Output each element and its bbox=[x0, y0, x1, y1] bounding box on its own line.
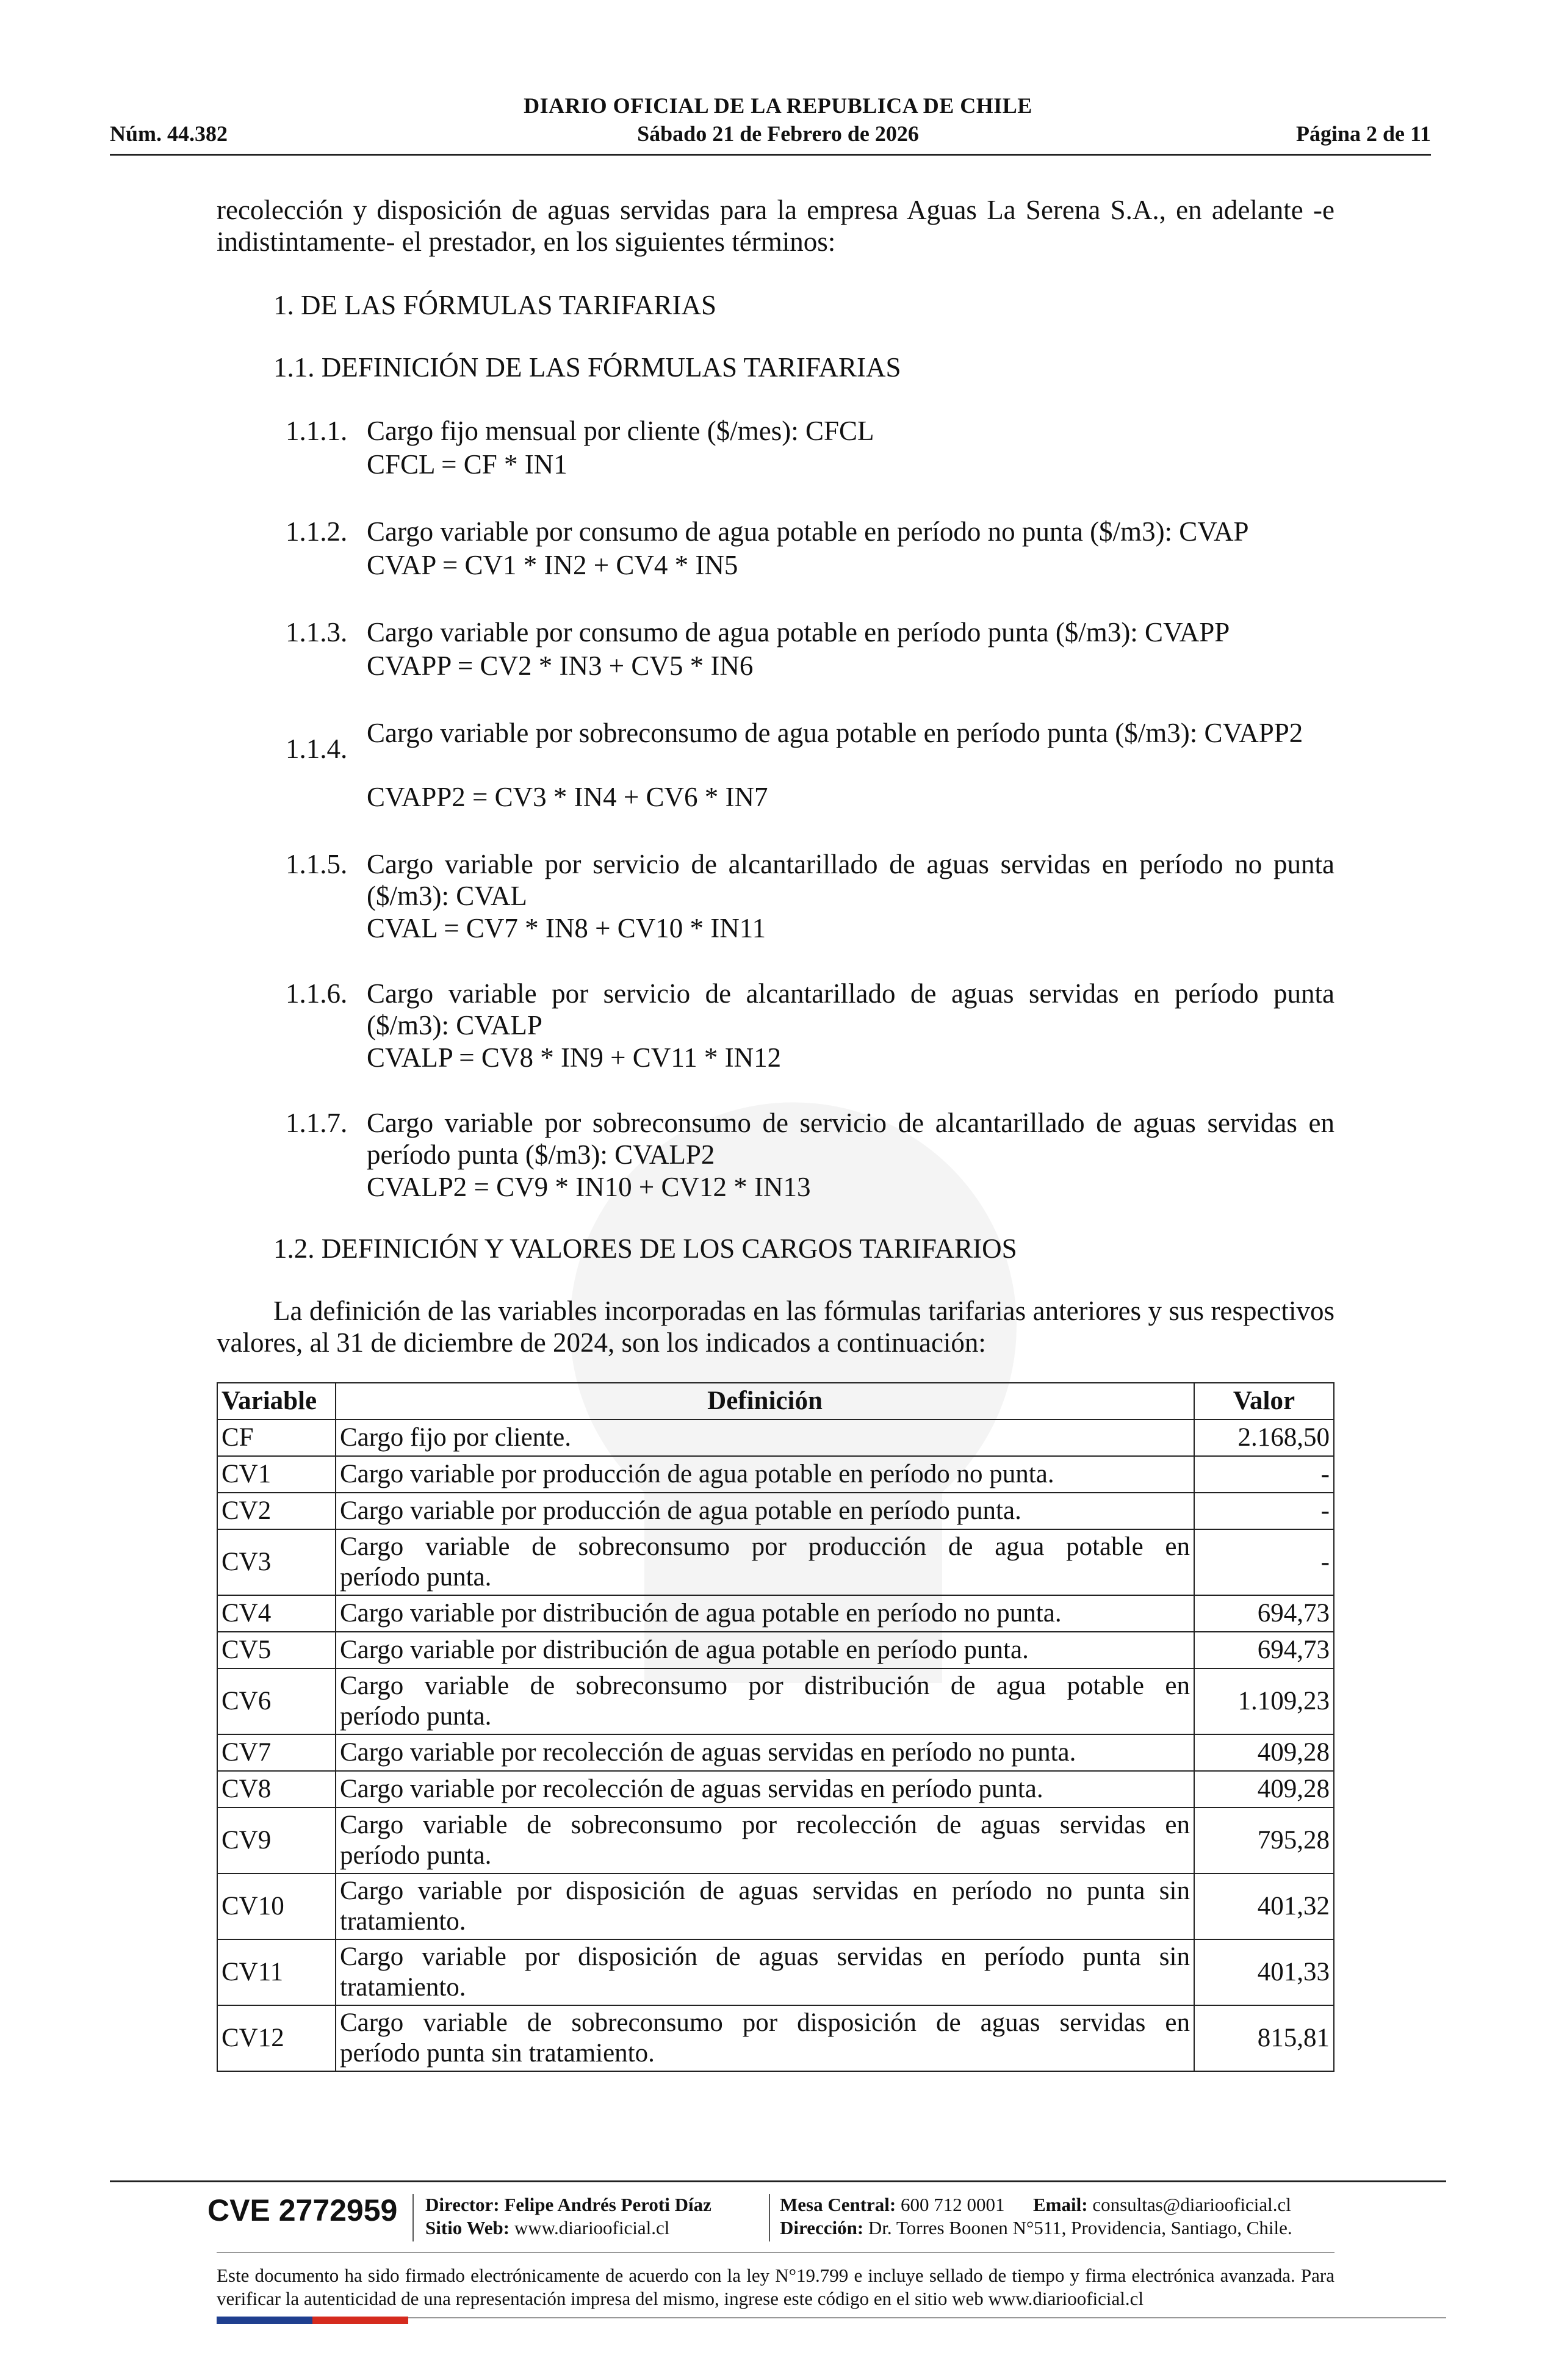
value-cell: 409,28 bbox=[1194, 1734, 1334, 1771]
item-formula: CVALP2 = CV9 * IN10 + CV12 * IN13 bbox=[367, 1172, 811, 1202]
website-link[interactable]: www.diariooficial.cl bbox=[514, 2217, 670, 2238]
section-heading-1-2: 1.2. DEFINICIÓN Y VALORES DE LOS CARGOS TARIFARIOS bbox=[273, 1233, 1017, 1264]
value-cell: - bbox=[1194, 1529, 1334, 1595]
footer-divider bbox=[110, 2180, 1446, 2182]
definition-line: Cargo variable de sobreconsumo por recolección de aguas servidas en bbox=[340, 1811, 1190, 1839]
item-number: 1.1.7. bbox=[286, 1108, 348, 1138]
address-line bbox=[780, 2217, 1292, 2239]
item-description: Cargo fijo mensual por cliente ($/mes): CFCL bbox=[367, 416, 874, 446]
item-formula: CVALP = CV8 * IN9 + CV11 * IN12 bbox=[367, 1042, 782, 1073]
email-label: Email: bbox=[1033, 2194, 1088, 2215]
definition-cell: Cargo variable por producción de agua potable en período no punta. bbox=[336, 1456, 1194, 1493]
item-description: Cargo variable por consumo de agua potable en período no punta ($/m3): CVAP bbox=[367, 516, 1249, 547]
table-row bbox=[217, 2005, 1334, 2071]
table-row bbox=[217, 1939, 1334, 2005]
column-header-definition: Definición bbox=[336, 1383, 1194, 1419]
website-line bbox=[425, 2217, 669, 2239]
value-cell: 694,73 bbox=[1194, 1595, 1334, 1632]
issue-number: Núm. 44.382 bbox=[110, 121, 228, 146]
item-formula: CFCL = CF * IN1 bbox=[367, 449, 567, 480]
column-header-value: Valor bbox=[1194, 1383, 1334, 1419]
definition-cell: Cargo variable por distribución de agua potable en período punta. bbox=[336, 1632, 1194, 1668]
table-row bbox=[217, 1456, 1334, 1493]
definition-line: período punta. bbox=[340, 1563, 492, 1592]
variable-cell: CF bbox=[217, 1419, 336, 1456]
item-formula: CVAPP2 = CV3 * IN4 + CV6 * IN7 bbox=[367, 782, 768, 812]
value-cell: - bbox=[1194, 1456, 1334, 1493]
value-cell: 409,28 bbox=[1194, 1771, 1334, 1808]
cve-code: CVE 2772959 bbox=[207, 2193, 398, 2227]
item-description: Cargo variable por consumo de agua potable en período punta ($/m3): CVAPP bbox=[367, 617, 1230, 647]
variable-cell: CV8 bbox=[217, 1771, 336, 1808]
table-row bbox=[217, 1595, 1334, 1632]
definition-cell: Cargo fijo por cliente. bbox=[336, 1419, 1194, 1456]
definition-line: tratamiento. bbox=[340, 1907, 466, 1936]
mesa-label: Mesa Central: bbox=[780, 2194, 896, 2215]
definition-cell bbox=[336, 1529, 1194, 1595]
definition-line: Cargo variable por disposición de aguas servidas en período no punta sin bbox=[340, 1877, 1190, 1905]
section-1-2-paragraph: La definición de las variables incorporadas en las fórmulas tarifarias anteriores y sus respectivos valores, al 31 de diciembre de 2024, son los indicados a continuación: bbox=[217, 1296, 1334, 1358]
definition-line: Cargo variable de sobreconsumo por disposición de aguas servidas en bbox=[340, 2008, 1190, 2037]
definition-cell bbox=[336, 2005, 1194, 2071]
table-row bbox=[217, 1771, 1334, 1808]
variable-cell: CV9 bbox=[217, 1808, 336, 1873]
definition-cell: Cargo variable por producción de agua potable en período punta. bbox=[336, 1493, 1194, 1529]
definition-line: período punta sin tratamiento. bbox=[340, 2039, 655, 2068]
item-number: 1.1.3. bbox=[286, 617, 348, 647]
page-indicator: Página 2 de 11 bbox=[1295, 121, 1431, 146]
value-cell: 694,73 bbox=[1194, 1632, 1334, 1668]
definition-cell bbox=[336, 1808, 1194, 1873]
variable-cell: CV12 bbox=[217, 2005, 336, 2071]
item-description: Cargo variable por sobreconsumo de agua potable en período punta ($/m3): CVAPP2 bbox=[367, 718, 1303, 748]
variable-cell: CV11 bbox=[217, 1939, 336, 2005]
item-formula: CVAP = CV1 * IN2 + CV4 * IN5 bbox=[367, 550, 738, 580]
definition-cell: Cargo variable por recolección de aguas servidas en período no punta. bbox=[336, 1734, 1194, 1771]
variable-cell: CV2 bbox=[217, 1493, 336, 1529]
variable-cell: CV1 bbox=[217, 1456, 336, 1493]
footer-separator bbox=[769, 2194, 770, 2241]
value-cell: 401,32 bbox=[1194, 1873, 1334, 1939]
address-value: Dr. Torres Boonen N°511, Providencia, Santiago, Chile. bbox=[868, 2217, 1292, 2238]
contact-line bbox=[780, 2194, 1291, 2216]
item-number: 1.1.1. bbox=[286, 416, 348, 446]
value-cell: 401,33 bbox=[1194, 1939, 1334, 2005]
variable-cell: CV5 bbox=[217, 1632, 336, 1668]
item-description: Cargo variable por sobreconsumo de servicio de alcantarillado de aguas servidas en período punta ($/m3): CVALP2 bbox=[367, 1108, 1334, 1170]
intro-paragraph: recolección y disposición de aguas servidas para la empresa Aguas La Serena S.A., en adelante -e indistintamente- el prestador, en los siguientes términos: bbox=[217, 195, 1334, 257]
variable-cell: CV10 bbox=[217, 1873, 336, 1939]
item-formula: CVAL = CV7 * IN8 + CV10 * IN11 bbox=[367, 913, 766, 943]
footer-separator bbox=[412, 2194, 414, 2241]
table-row bbox=[217, 1632, 1334, 1668]
definition-line: Cargo variable por disposición de aguas servidas en período punta sin bbox=[340, 1942, 1190, 1971]
legal-notice: Este documento ha sido firmado electrónicamente de acuerdo con la ley N°19.799 e incluye sellado de tiempo y firma electrónica avanzada. Para verificar la autenticidad de una representación impresa del mismo, ingrese este código en el sitio web www.diariooficial.cl bbox=[217, 2265, 1334, 2309]
table-row bbox=[217, 1668, 1334, 1734]
definition-cell bbox=[336, 1939, 1194, 2005]
director-name: Felipe Andrés Peroti Díaz bbox=[504, 2194, 711, 2215]
definition-line: Cargo variable de sobreconsumo por distribución de agua potable en bbox=[340, 1671, 1190, 1700]
address-label: Dirección: bbox=[780, 2217, 864, 2238]
variable-cell: CV4 bbox=[217, 1595, 336, 1632]
item-description: Cargo variable por servicio de alcantarillado de aguas servidas en período no punta ($/m3): CVAL bbox=[367, 849, 1334, 911]
website-label: Sitio Web: bbox=[425, 2217, 510, 2238]
variable-cell: CV7 bbox=[217, 1734, 336, 1771]
item-number: 1.1.6. bbox=[286, 978, 348, 1009]
definition-cell: Cargo variable por distribución de agua potable en período no punta. bbox=[336, 1595, 1194, 1632]
definition-cell bbox=[336, 1873, 1194, 1939]
definition-line: período punta. bbox=[340, 1841, 492, 1870]
section-heading-1: 1. DE LAS FÓRMULAS TARIFARIAS bbox=[273, 290, 717, 320]
table-row bbox=[217, 1734, 1334, 1771]
gazette-title: DIARIO OFICIAL DE LA REPUBLICA DE CHILE bbox=[524, 93, 1032, 118]
table-row bbox=[217, 1808, 1334, 1873]
definition-line: tratamiento. bbox=[340, 1973, 466, 2002]
item-number: 1.1.5. bbox=[286, 849, 348, 879]
value-cell: 815,81 bbox=[1194, 2005, 1334, 2071]
section-heading-1-1: 1.1. DEFINICIÓN DE LAS FÓRMULAS TARIFARIAS bbox=[273, 352, 901, 383]
table-header-row bbox=[217, 1383, 1334, 1419]
value-cell: - bbox=[1194, 1493, 1334, 1529]
definition-line: período punta. bbox=[340, 1702, 492, 1731]
definition-line: Cargo variable de sobreconsumo por producción de agua potable en bbox=[340, 1532, 1190, 1561]
mesa-phone: 600 712 0001 bbox=[901, 2194, 1005, 2215]
footer-inner-divider bbox=[217, 2252, 1334, 2253]
tariff-table bbox=[217, 1382, 1334, 2072]
definition-cell bbox=[336, 1668, 1194, 1734]
table-row bbox=[217, 1529, 1334, 1595]
value-cell: 795,28 bbox=[1194, 1808, 1334, 1873]
item-formula: CVAPP = CV2 * IN3 + CV5 * IN6 bbox=[367, 651, 754, 681]
header-divider bbox=[110, 154, 1431, 156]
table-row bbox=[217, 1873, 1334, 1939]
variable-cell: CV6 bbox=[217, 1668, 336, 1734]
table-row bbox=[217, 1493, 1334, 1529]
item-description: Cargo variable por servicio de alcantarillado de aguas servidas en período punta ($/m3): CVALP bbox=[367, 978, 1334, 1040]
item-number: 1.1.4. bbox=[286, 734, 348, 764]
flag-stripe-blue bbox=[217, 2317, 312, 2324]
value-cell: 1.109,23 bbox=[1194, 1668, 1334, 1734]
flag-stripe-red bbox=[312, 2317, 408, 2324]
email-link[interactable]: consultas@diariooficial.cl bbox=[1092, 2194, 1291, 2215]
table-row bbox=[217, 1419, 1334, 1456]
director-line bbox=[425, 2194, 711, 2216]
definition-cell: Cargo variable por recolección de aguas servidas en período punta. bbox=[336, 1771, 1194, 1808]
column-header-variable: Variable bbox=[217, 1383, 336, 1419]
value-cell: 2.168,50 bbox=[1194, 1419, 1334, 1456]
issue-date: Sábado 21 de Febrero de 2026 bbox=[637, 121, 919, 146]
item-number: 1.1.2. bbox=[286, 516, 348, 547]
variable-cell: CV3 bbox=[217, 1529, 336, 1595]
director-label: Director: bbox=[425, 2194, 500, 2215]
